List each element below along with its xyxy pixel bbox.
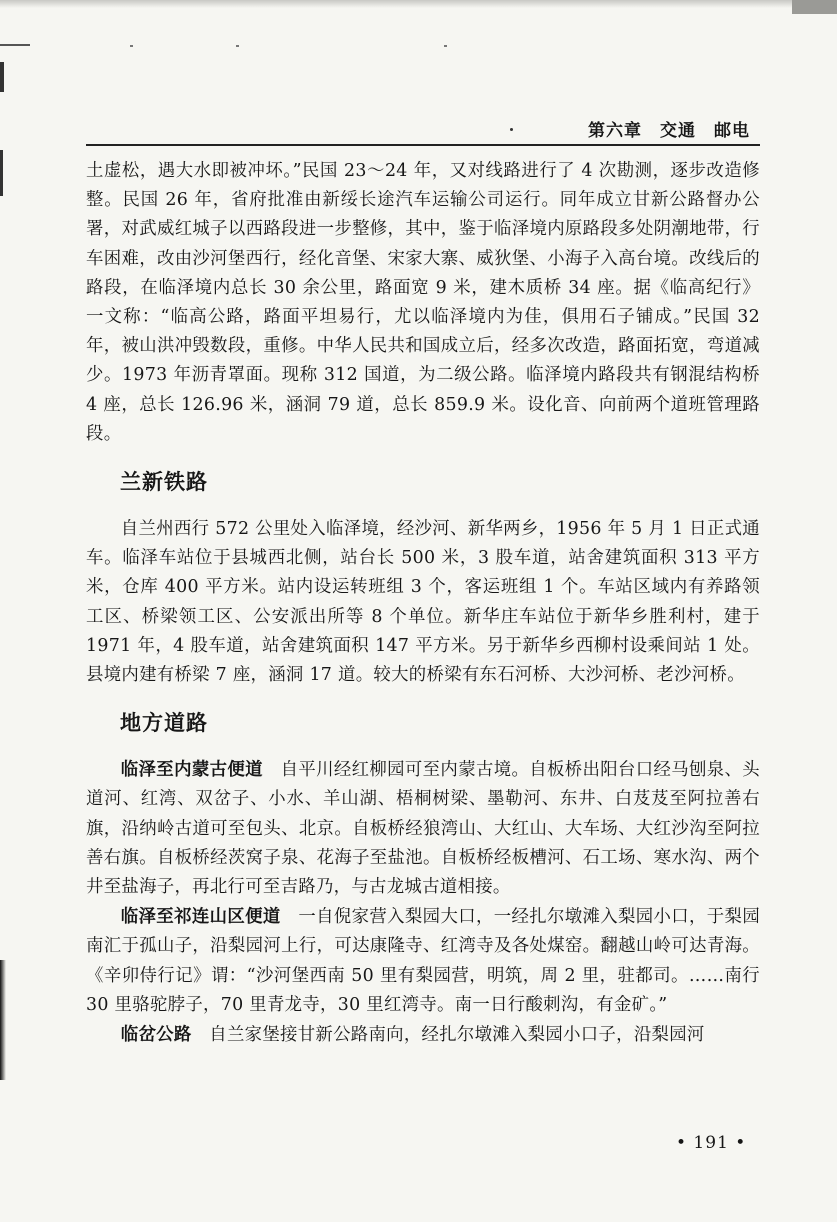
scan-left-speck [0,150,3,196]
road-entry-qilian [86,903,760,1020]
scan-dot [130,45,133,47]
section-heading-local-roads: 地方道路 [120,711,208,736]
scan-top-edge [0,0,837,8]
road-entry-text: 自平川经红柳园可至内蒙古境。自板桥出阳台口经马刨泉、头道河、红湾、双岔子、小水、羊山湖、梧桐树梁、墨勒河、东井、白芨芨至阿拉善右旗，沿纳岭古道可至包头、北京。自板桥经狼湾山、大红山、大车场、大红沙沟至阿拉善右旗。自板桥经茨窝子泉、花海子至盐池。自板桥经板槽河、石工场、寒水沟、两个井至盐海子，再北行可至吉路乃，与古龙城古道相接。 [86,760,760,898]
scan-left-mark [0,44,30,46]
scan-dot [444,45,447,47]
header-rule [86,144,760,146]
road-entry-text: 一自倪家营入梨园大口，一经扎尔墩滩入梨园小口，于梨园南汇于孤山子，沿梨园河上行，可达康隆寺、红湾寺及各处煤窑。翻越山岭可达青海。《辛卯侍行记》谓：“沙河堡西南 50 里有梨园营，明筑，周 2 里，驻都司。……南行 30 里骆驼脖子，70 里青龙寺，30 里红湾寺。南一日行酸刺沟，有金矿。” [86,907,761,1015]
road-entry-linchai [86,1021,760,1050]
road-entry-term: 临泽至祁连山区便道 [120,907,281,928]
intro-paragraph: 土虚松，遇大水即被冲坏。”民国 23～24 年，又对线路进行了 4 次勘测，逐步改造修整。民国 26 年，省府批准由新绥长途汽车运输公司运行。同年成立甘新公路督办公署，对武威红城子以西路段进一步整修，其中，鉴于临泽境内原路段多处阴潮地带，行车困难，改由沙河堡西行，经化音堡、宋家大寨、威狄堡、小海子入高台境。改线后的路段，在临泽境内总长 30 余公里，路面宽 9 米，建木质桥 34 座。据《临高纪行》一文称：“临高公路，路面平坦易行，尤以临泽境内为佳，俱用石子铺成。”民国 32 年，被山洪冲毁数段，重修。中华人民共和国成立后，经多次改造，路面拓宽，弯道减少。1973 年沥青罩面。现称 312 国道，为二级公路。临泽境内路段共有钢混结构桥 4 座，总长 126.96 米，涵洞 79 道，总长 859.9 米。设化音、向前两个道班管理路段。 [86,161,760,444]
header-dot [510,128,513,131]
scan-corner-shadow [792,0,837,14]
road-entry-text: 自兰家堡接甘新公路南向，经扎尔墩滩入梨园小口子，沿梨园河 [191,1025,705,1046]
section-heading-railway: 兰新铁路 [120,470,208,495]
road-entry-term: 临岔公路 [120,1025,192,1046]
page-body [86,157,760,1050]
railway-paragraph: 自兰州西行 572 公里处入临泽境，经沙河、新华两乡，1956 年 5 月 1 日正式通车。临泽车站位于县城西北侧，站台长 500 米，3 股车道，站舍建筑面积 313 平方米，仓库 400 平方米。站内设运转班组 3 个，客运班组 1 个。车站区域内有养路领工区、桥梁领工区、公安派出所等 8 个单位。新华庄车站位于新华乡胜利村，建于 1971 年，4 股车道，站舍建筑面积 147 平方米。另于新华乡西柳村设乘间站 1 处。县境内建有桥梁 7 座，涵洞 17 道。较大的桥梁有东石河桥、大沙河桥、老沙河桥。 [86,519,760,686]
scan-binding-shadow [0,960,6,1080]
scan-dot [236,45,239,47]
road-entry-inner-mongolia [86,756,760,902]
road-entry-term: 临泽至内蒙古便道 [120,760,263,781]
scan-left-speck [0,62,4,92]
running-head: 第六章 交通 邮电 [588,121,750,141]
page-number: • 191 • [676,1133,747,1153]
